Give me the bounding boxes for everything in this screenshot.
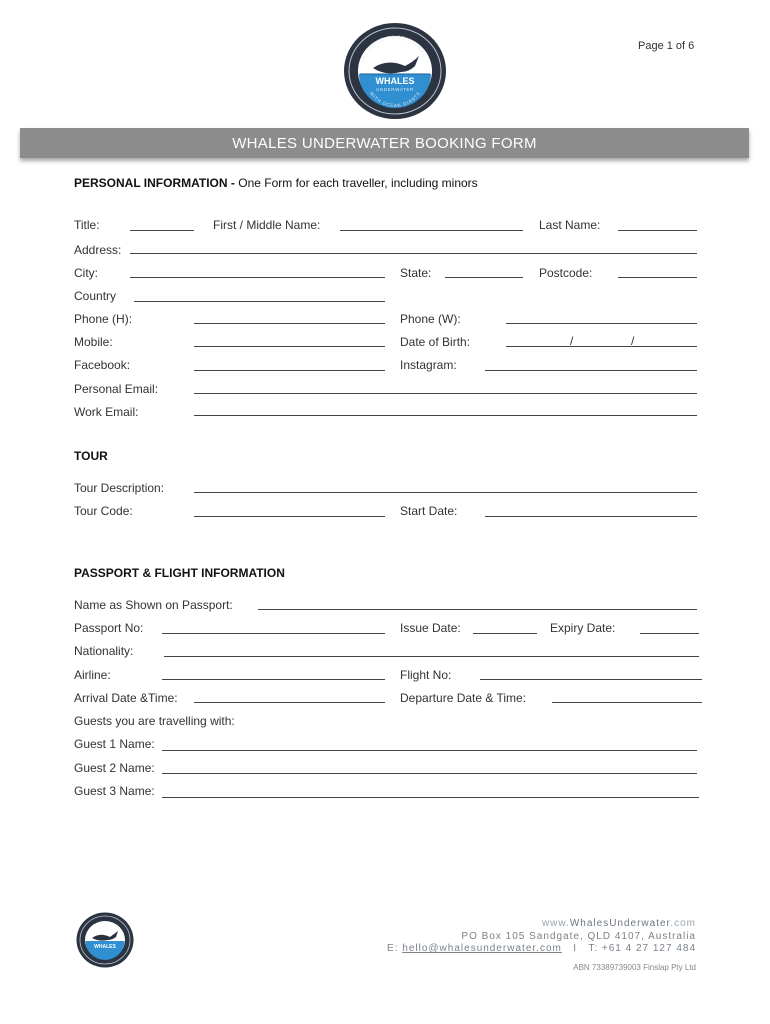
nationality-label: Nationality:: [74, 644, 134, 658]
facebook-label: Facebook:: [74, 358, 131, 372]
last-name-field[interactable]: [618, 230, 697, 231]
passport-number-label: Passport No:: [74, 621, 144, 635]
arrival-field[interactable]: [194, 702, 385, 703]
passport-number-field[interactable]: [162, 633, 385, 634]
dob-separator: /: [631, 334, 635, 348]
start-date-field[interactable]: [485, 516, 697, 517]
footer-logo: [76, 912, 134, 968]
footer-contact: E: hello@whalesunderwater.com I T: +61 4 27 127 484: [387, 943, 696, 954]
instagram-label: Instagram:: [400, 358, 457, 372]
svg-text:ULTIMATE ENCOUNTERS: ULTIMATE ENCOUNTERS: [360, 34, 429, 64]
footer-email-link[interactable]: hello@whalesunderwater.com: [402, 943, 562, 954]
dob-separator: /: [570, 334, 574, 348]
issue-date-field[interactable]: [473, 633, 537, 634]
work-email-field[interactable]: [194, 415, 697, 416]
mobile-field[interactable]: [194, 346, 385, 347]
page-number: Page 1 of 6: [638, 40, 695, 52]
guest3-field[interactable]: [162, 797, 699, 798]
footer-website[interactable]: www.WhalesUnderwater.com: [541, 918, 696, 929]
state-field[interactable]: [445, 277, 523, 278]
facebook-field[interactable]: [194, 370, 385, 371]
departure-field[interactable]: [552, 702, 702, 703]
guest1-field[interactable]: [162, 750, 697, 751]
tour-description-label: Tour Description:: [74, 481, 165, 495]
last-name-label: Last Name:: [539, 218, 601, 232]
form-title: WHALES UNDERWATER BOOKING FORM: [232, 134, 537, 152]
personal-info-heading: PERSONAL INFORMATION - One Form for each traveller, including minors: [74, 176, 478, 190]
mobile-label: Mobile:: [74, 335, 113, 349]
phone-work-field[interactable]: [506, 323, 697, 324]
instagram-field[interactable]: [485, 370, 697, 371]
svg-text:WITH OCEAN GIANTS: WITH OCEAN GIANTS: [368, 90, 422, 109]
flight-number-label: Flight No:: [400, 668, 452, 682]
arrival-label: Arrival Date &Time:: [74, 691, 178, 705]
first-middle-name-label: First / Middle Name:: [213, 218, 321, 232]
postcode-label: Postcode:: [539, 266, 593, 280]
flight-number-field[interactable]: [480, 679, 702, 680]
state-label: State:: [400, 266, 432, 280]
issue-date-label: Issue Date:: [400, 621, 461, 635]
phone-work-label: Phone (W):: [400, 312, 461, 326]
guest2-field[interactable]: [162, 773, 697, 774]
country-field[interactable]: [134, 301, 385, 302]
passport-name-field[interactable]: [258, 609, 697, 610]
form-title-bar: [20, 128, 749, 158]
guest2-label: Guest 2 Name:: [74, 761, 155, 775]
postcode-field[interactable]: [618, 277, 697, 278]
city-label: City:: [74, 266, 98, 280]
whales-underwater-logo: [343, 22, 447, 120]
guests-intro: Guests you are travelling with:: [74, 714, 235, 728]
nationality-field[interactable]: [164, 656, 699, 657]
work-email-label: Work Email:: [74, 405, 139, 419]
passport-flight-heading: PASSPORT & FLIGHT INFORMATION: [74, 566, 285, 580]
personal-email-field[interactable]: [194, 393, 697, 394]
address-field[interactable]: [130, 253, 697, 254]
dob-field[interactable]: [506, 346, 697, 347]
title-label: Title:: [74, 218, 100, 232]
phone-home-field[interactable]: [194, 323, 385, 324]
tour-description-field[interactable]: [194, 492, 697, 493]
svg-text:UNDERWATER: UNDERWATER: [376, 87, 414, 92]
expiry-date-label: Expiry Date:: [550, 621, 616, 635]
first-middle-name-field[interactable]: [340, 230, 523, 231]
guest1-label: Guest 1 Name:: [74, 737, 155, 751]
footer-abn: ABN 73389739003 Finslap Pty Ltd: [573, 963, 696, 972]
footer-address: PO Box 105 Sandgate, QLD 4107, Australia: [461, 931, 696, 942]
airline-label: Airline:: [74, 668, 111, 682]
guest3-label: Guest 3 Name:: [74, 784, 155, 798]
tour-heading: TOUR: [74, 449, 108, 463]
dob-label: Date of Birth:: [400, 335, 471, 349]
svg-text:WHALES: WHALES: [375, 76, 415, 86]
title-field[interactable]: [130, 230, 194, 231]
tour-code-label: Tour Code:: [74, 504, 133, 518]
expiry-date-field[interactable]: [640, 633, 699, 634]
address-label: Address:: [74, 243, 122, 257]
country-label: Country: [74, 289, 117, 303]
tour-code-field[interactable]: [194, 516, 385, 517]
personal-email-label: Personal Email:: [74, 382, 159, 396]
passport-name-label: Name as Shown on Passport:: [74, 598, 233, 612]
phone-home-label: Phone (H):: [74, 312, 133, 326]
svg-text:WHALES: WHALES: [94, 944, 116, 950]
city-field[interactable]: [130, 277, 385, 278]
airline-field[interactable]: [162, 679, 385, 680]
departure-label: Departure Date & Time:: [400, 691, 527, 705]
start-date-label: Start Date:: [400, 504, 458, 518]
